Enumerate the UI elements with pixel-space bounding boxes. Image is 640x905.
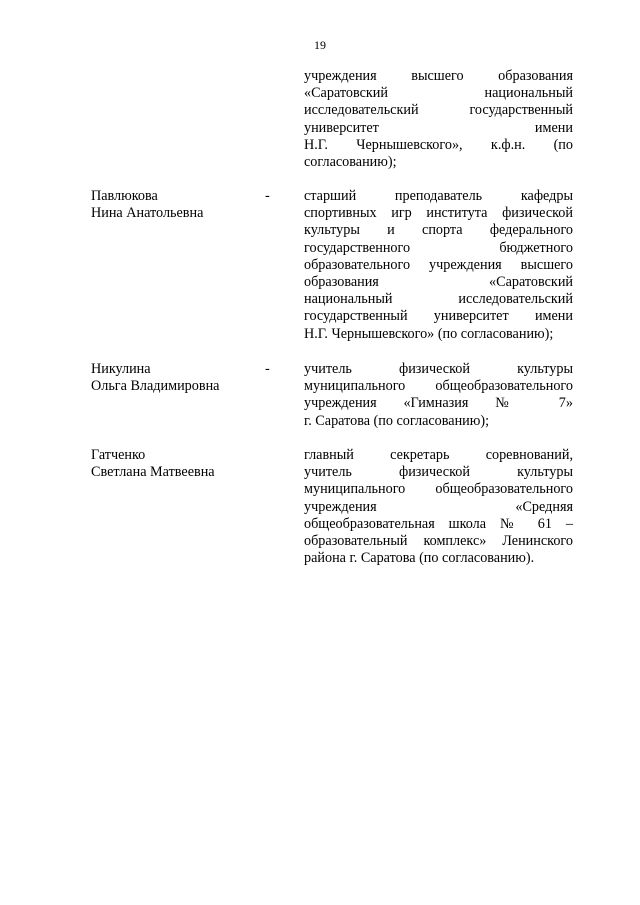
description-line: учреждения «Средняя (304, 498, 573, 515)
person-surname: Гатченко (91, 447, 146, 463)
description-line: учитель физической культуры (304, 361, 573, 377)
person-name (91, 188, 261, 222)
entry-description (304, 361, 573, 430)
person-name (91, 361, 261, 395)
person-given-names: Светлана Матвеевна (91, 464, 215, 481)
description-line: общеобразовательная школа № 61 – (304, 515, 573, 532)
entry-description (304, 68, 573, 171)
description-line: старший преподаватель кафедры (304, 188, 573, 204)
description-line: «Саратовский национальный (304, 85, 573, 102)
description-line: Н.Г. Чернышевского», к.ф.н. (по (304, 136, 573, 153)
description-line: Н.Г. Чернышевского» (по согласованию); (304, 325, 554, 342)
description-line: культуры и спорта федерального (304, 222, 573, 239)
description-line: университет имени (304, 119, 573, 136)
description-line: района г. Саратова (по согласованию). (304, 550, 535, 567)
description-line: учитель физической культуры (304, 464, 573, 481)
entry-description (304, 447, 573, 567)
description-line: учреждения высшего образования (304, 68, 573, 84)
description-line: согласованию); (304, 153, 397, 170)
description-line: г. Саратова (по согласованию); (304, 412, 490, 429)
description-line: государственного бюджетного (304, 239, 573, 256)
person-surname: Никулина (91, 361, 151, 377)
description-line: государственный университет имени (304, 308, 573, 325)
entry-description (304, 188, 573, 343)
description-line: муниципального общеобразовательного (304, 378, 573, 395)
person-surname: Павлюкова (91, 188, 158, 204)
description-line: исследовательский государственный (304, 102, 573, 119)
description-line: образовательный комплекс» Ленинского (304, 532, 573, 549)
description-line: муниципального общеобразовательного (304, 481, 573, 498)
entry-dash: - (265, 188, 270, 204)
description-line: спортивных игр института физической (304, 205, 573, 222)
entry-dash: - (265, 361, 270, 377)
description-line: учреждения «Гимназия № 7» (304, 395, 573, 412)
description-line: образовательного учреждения высшего (304, 256, 573, 273)
description-line: национальный исследовательский (304, 291, 573, 308)
description-line: образования «Саратовский (304, 273, 573, 290)
person-name (91, 447, 261, 481)
person-given-names: Нина Анатольевна (91, 205, 204, 222)
description-line: главный секретарь соревнований, (304, 447, 573, 463)
person-given-names: Ольга Владимировна (91, 378, 220, 395)
page-number: 19 (314, 38, 326, 52)
